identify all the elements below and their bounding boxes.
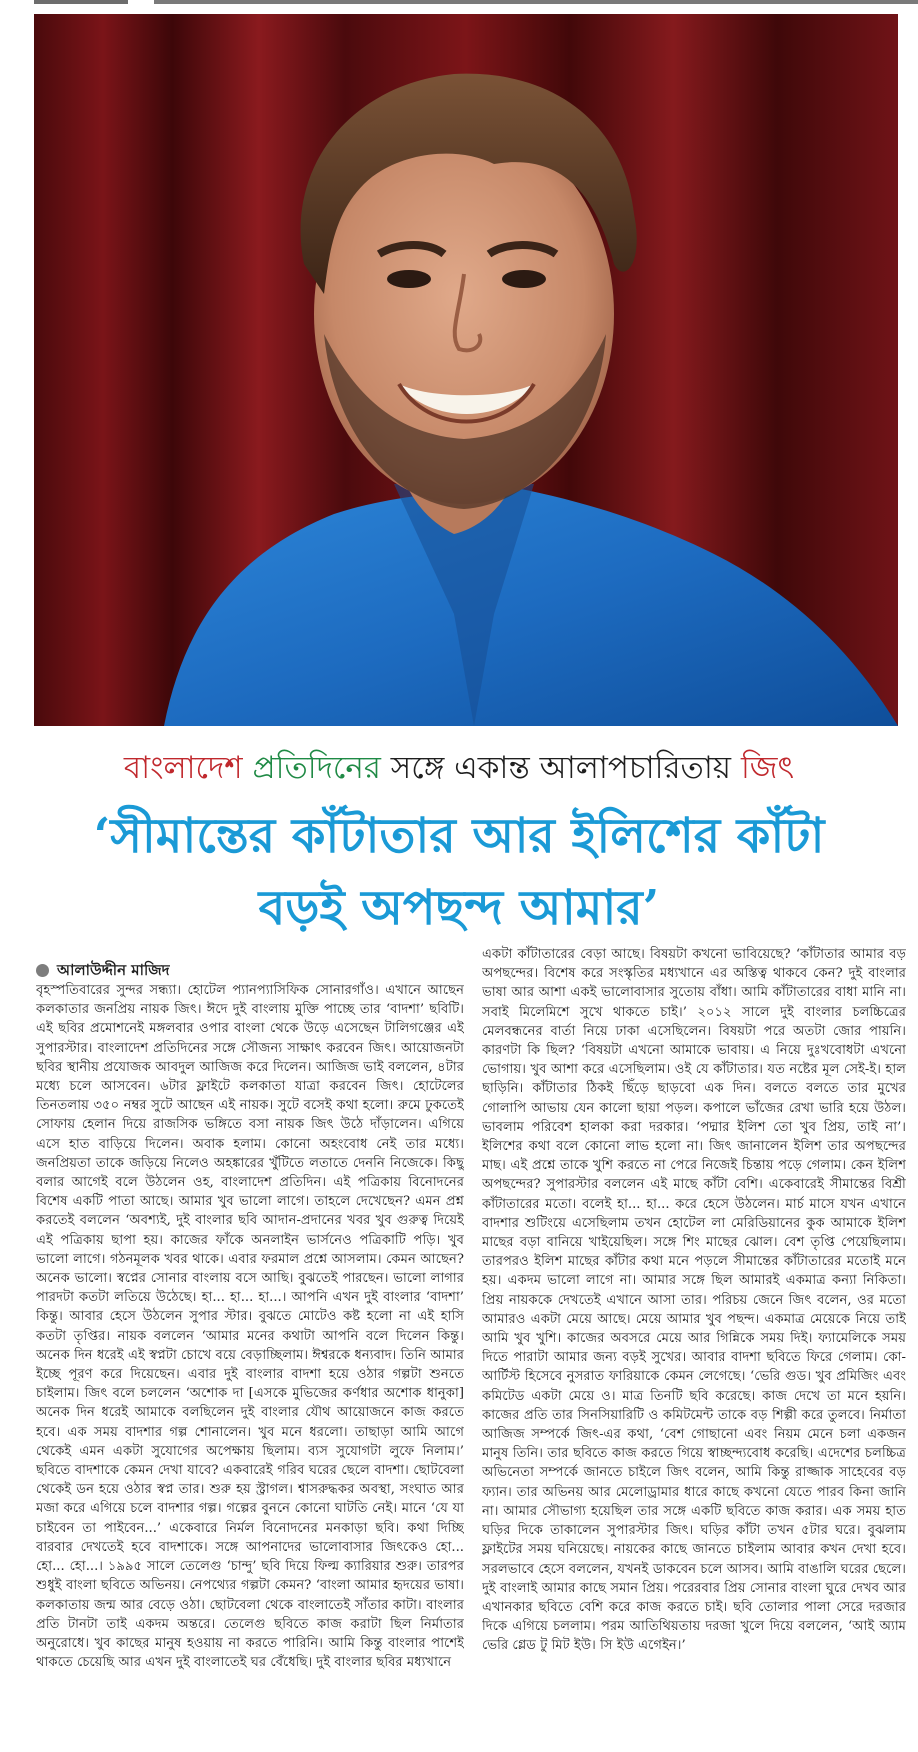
byline xyxy=(36,960,464,980)
kicker-part-2: প্রতিদিনের xyxy=(252,750,381,786)
kicker-line xyxy=(0,745,918,791)
article-column-right xyxy=(482,945,906,1725)
byline-name: আলাউদ্দীন মাজিদ xyxy=(57,961,170,979)
article-column-left xyxy=(36,960,464,1740)
headline-line-1: ‘সীমান্তের কাঁটাতার আর ইলিশের কাঁটা xyxy=(93,808,825,864)
article-text-left: বৃহস্পতিবারের সুন্দর সন্ধ্যা। হোটেল প্যানপ্যাসিফিক সোনারগাঁও। এখানে আছেন কলকাতার জনপ্রিয় নায়ক জিৎ। ঈদে দুই বাংলায় মুক্তি পাচ্ছে তার ‘বাদশা’ ছবিটি। এই ছবির প্রমোশনেই মঙ্গলবার ওপার বাংলা থেকে উড়ে এসেছেন টালিগঞ্জের এই সুপারস্টার। বাংলাদেশ প্রতিদিনের সঙ্গে সৌজন্য সাক্ষাৎ করবেন জিৎ। আয়োজনটা ছবির স্থানীয় প্রযোজক আবদুল আজিজ করে দিলেন। আজিজ ভাই বললেন, ৪টার মধ্যে চলে আসবেন। ৬টার ফ্লাইটে কলকাতা যাত্রা করবেন জিৎ। হোটেলের তিনতলায় ৩৫০ নম্বর সুটে আছেন এই নায়ক। সুটে বসেই কথা হলো। রুমে ঢুকতেই সোফায় হেলান দিয়ে রাজসিক ভঙ্গিতে বসা নায়ক জিৎ উঠে দাঁড়ালেন। এগিয়ে এসে হাত বাড়িয়ে দিলেন। অবাক হলাম। কোনো অহংবোধ নেই তার মধ্যে। জনপ্রিয়তা তাকে জড়িয়ে নিলেও অহঙ্কারের খুঁটিতে লতাতে দেননি নিজেকে। কিছু বলার আগেই বলে উঠলেন ওহ, বাংলাদেশ প্রতিদিন। এই পত্রিকায় বিনোদনের বিশেষ একটি পাতা আছে। আমার খুব ভালো লাগে। তাহলে দেখেছেন? এমন প্রশ্ন করতেই বললেন ‘অবশ্যই, দুই বাংলার ছবি আদান-প্রদানের খবর খুব গুরুত্ব দিয়েই এই পত্রিকায় ছাপা হয়। কাজের ফাঁকে অনলাইন ভার্সনেও পত্রিকাটি পড়ি। খুব ভালো লাগে। গঠনমূলক খবর থাকে। এবার ফরমাল প্রশ্নে আসলাম। কেমন আছেন? অনেক ভালো। স্বপ্নের সোনার বাংলায় বসে আছি। বুঝতেই পারছেন। ভালো লাগার পারদটা কতটা লতিয়ে উঠেছে। হা... হা... হা...। আপনি এখন দুই বাংলার ‘বাদশা’ কিন্তু। আবার হেসে উঠলেন সুপার স্টার। বুঝতে মোটেও কষ্ট হলো না এই হাসি কতটা তৃপ্তির। নায়ক বললেন ‘আমার মনের কথাটা আপনি বলে দিলেন কিন্তু। অনেক দিন ধরেই এই স্বপ্নটা চোখে বয়ে বেড়াচ্ছিলাম। ঈশ্বরকে ধন্যবাদ। তিনি আমার ইচ্ছে পূরণ করে দিয়েছেন। এবার দুই বাংলার বাদশা হয়ে ওঠার গল্পটা শুনতে চাইলাম। জিৎ বলে চললেন ‘অশোক দা [এসকে মুভিজের কর্ণধার অশোক ধানুকা] অনেক দিন ধরেই আমাকে বলছিলেন দুই বাংলার যৌথ আয়োজনে কাজ করতে হবে। এক সময় বাদশার গল্প শোনালেন। খুব মনে ধরলো। তাছাড়া আমি আগে থেকেই এমন একটা সুযোগের অপেক্ষায় ছিলাম। ব্যস সুযোগটা লুফে নিলাম।’ ছবিতে বাদশাকে কেমন দেখা যাবে? একবারেই গরিব ঘরের ছেলে বাদশা। ছোটবেলা থেকেই ডন হয়ে ওঠার স্বপ্ন তার। শুরু হয় স্ট্রাগল। শ্বাসরুদ্ধকর অবস্থা, সংঘাত আর মজা করে এগিয়ে চলে বাদশার গল্প। গল্পের বুননে কোনো ঘাটতি নেই। মানে ‘যে যা চাইবেন তা পাইবেন...’ একেবারে নির্মল বিনোদনের মনকাড়া ছবি। কথা দিচ্ছি বারবার দেখতেই হবে বাদশাকে। সঙ্গে আপনাদের ভালোবাসার জিৎকেও হো... হো... হো...। ১৯৯৫ সালে তেলেগু ‘চান্দু’ ছবি দিয়ে ফিল্ম ক্যারিয়ার শুরু। তারপর শুধুই বাংলা ছবিতে অভিনয়। নেপথ্যের গল্পটা কেমন? ‘বাংলা আমার হৃদয়ের ভাষা। কলকাতায় জন্ম আর বেড়ে ওঠা। ছোটবেলা থেকে বাংলাতেই সাঁতার কাটা। বাংলার প্রতি টানটা তাই একদম অন্তরে। তেলেগু ছবিতে কাজ করাটা ছিল নির্মাতার অনুরোধে। খুব কাছের মানুষ হওয়ায় না করতে পারিনি। আমি কিন্তু বাংলার পাশেই থাকতে চেয়েছি আর এখন দুই বাংলাতেই ঘর বেঁধেছি। দুই বাংলার ছবির মধ্যখানে xyxy=(36,983,464,1671)
bullet-icon xyxy=(36,964,49,977)
top-rule xyxy=(0,0,918,4)
headline-line-2: বড়ই অপছন্দ আমার’ xyxy=(258,880,660,936)
article-text-right: একটা কাঁটাতারের বেড়া আছে। বিষয়টা কখনো ভাবিয়েছে? ‘কাঁটাতার আমার বড় অপছন্দের। বিশেষ করে সংস্কৃতির মধ্যখানে এর অস্তিত্ব থাকবে কেন? দুই বাংলার ভাষা আর আশা একই ভালোবাসার সুতোয় বাঁধা। আমি কাঁটাতারের বাধা মানি না। সবাই মিলেমিশে সুখে থাকতে চাই।’ ২০১২ সালে দুই বাংলার চলচ্চিত্রের মেলবন্ধনের বার্তা নিয়ে ঢাকা এসেছিলেন। বিষয়টা পরে অতটা জোর পায়নি। কারণটা কি ছিল? ‘বিষয়টা এখনো আমাকে ভাবায়। এ নিয়ে দুঃখবোধটা এখনো ভোগায়। খুব আশা করে এসেছিলাম। ওই যে কাঁটাতার। যত নষ্টের মূল সেই-ই। হাল ছাড়িনি। কাঁটাতার ঠিকই ছিঁড়ে ছাড়বো এক দিন। বলতে বলতে তার মুখের গোলাপি আভায় যেন কালো ছায়া পড়ল। কপালে ভাঁজের রেখা ভারি হয়ে উঠল। ভাবলাম পরিবেশ হালকা করা দরকার। ‘পদ্মার ইলিশ তো খুব প্রিয়, তাই না’। ইলিশের কথা বলে কোনো লাভ হলো না। জিৎ জানালেন ইলিশ তার অপছন্দের মাছ। এই প্রশ্নে তাকে খুশি করতে না পেরে নিজেই চিন্তায় পড়ে গেলাম। কেন ইলিশ অপছন্দের? সুপারস্টার বললেন এই মাছে কাঁটা বেশি। একেবারেই সীমান্তের বিশ্রী কাঁটাতারের মতো। বলেই হা... হা... করে হেসে উঠলেন। মার্চ মাসে যখন এখানে বাদশার শুটিংয়ে এসেছিলাম তখন হোটেল লা মেরিডিয়ানের কুক আমাকে ইলিশ মাছের বড়া বানিয়ে খাইয়েছিল। সঙ্গে শিং মাছের ঝোল। বেশ তৃপ্তি পেয়েছিলাম। তারপরও ইলিশ মাছের কাঁটার কথা মনে পড়লে সীমান্তের কাঁটাতারের মতোই মনে হয়। একদম ভালো লাগে না। আমার সঙ্গে ছিল আমারই একমাত্র কন্যা নিকিতা। প্রিয় নায়ককে দেখতেই এখানে আসা তার। পরিচয় জেনে জিৎ বলেন, ওর মতো আমারও একটা মেয়ে আছে। মেয়ে আমার খুব পছন্দ। একমাত্র মেয়েকে নিয়ে তাই আমি খুব খুশি। কাজের অবসরে মেয়ে আর গিন্নিকে সময় দিই। ফ্যামেলিকে সময় দিতে পারাটা আমার জন্য বড়ই সুখের। আবার বাদশা ছবিতে ফিরে গেলাম। কো-আর্টিস্ট হিসেবে নুসরাত ফারিয়াকে কেমন লেগেছে। ‘ভেরি গুড। খুব প্রমিজিং এবং কমিটেড একটা মেয়ে ও। মাত্র তিনটি ছবি করেছে। কাজ দেখে তা মনে হয়নি। কাজের প্রতি তার সিনসিয়ারিটি ও কমিটমেন্ট তাকে বড় শিল্পী করে তুলবে। নির্মাতা আজিজ সম্পর্কে জিৎ-এর কথা, ‘বেশ গোছানো এবং নিয়ম মেনে চলা একজন মানুষ তিনি। তার ছবিতে কাজ করতে গিয়ে স্বাচ্ছন্দ্যবোধ করেছি। এদেশের চলচ্চিত্র অভিনেতা সম্পর্কে জানতে চাইলে জিৎ বলেন, আমি কিন্তু রাজ্জাক সাহেবের বড় ফ্যান। তার অভিনয় আর মেলোড্রামার ধারে কাছে কখনো যেতে পারব কিনা জানি না। আমার সৌভাগ্য হয়েছিল তার সঙ্গে একটি ছবিতে কাজ করার। এক সময় হাত ঘড়ির দিকে তাকালেন সুপারস্টার জিৎ। ঘড়ির কাঁটা তখন ৫টার ঘরে। বুঝলাম ফ্লাইটের সময় ঘনিয়েছে। নায়কের কাছে জানতে চাইলাম আবার কখন দেখা হবে। সরলভাবে হেসে বললেন, যখনই ডাকবেন চলে আসব। আমি বাঙালি ঘরের ছেলে। দুই বাংলাই আমার কাছে সমান প্রিয়। পরেরবার প্রিয় সোনার বাংলা ঘুরে দেখব আর এখানকার ছবিতে বেশি করে কাজ করতে চাই। ছবি তোলার পালা সেরে দরজার দিকে এগিয়ে চললাম। পরম আতিথিয়তায় দরজা খুলে দিয়ে বললেন, ‘আই অ্যাম ভেরি গ্লেড টু মিট ইউ। সি ইউ এগেইন।’ xyxy=(482,947,906,1654)
kicker-part-1: বাংলাদেশ xyxy=(123,750,243,786)
top-rule-right-segment xyxy=(154,0,918,4)
top-rule-left-segment xyxy=(34,0,128,4)
portrait-illustration xyxy=(34,14,898,726)
portrait-photo xyxy=(34,14,898,726)
headline xyxy=(20,800,898,944)
kicker-part-3: সঙ্গে একান্ত আলাপচারিতায় xyxy=(390,750,732,786)
kicker-part-4: জিৎ xyxy=(740,750,795,786)
